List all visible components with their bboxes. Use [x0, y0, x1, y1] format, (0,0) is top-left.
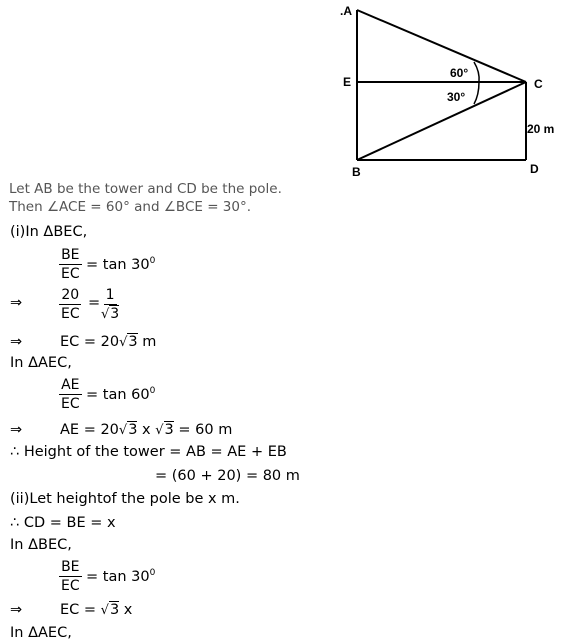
line-bc: [357, 82, 526, 160]
label-e: E: [343, 75, 352, 89]
intro-line-2: Then ∠ACE = 60° and ∠BCE = 30°.: [9, 199, 252, 215]
implies-arrow-2: ⇒: [10, 334, 23, 350]
eq-rhs: = tan 30: [86, 569, 150, 585]
fraction-be-ec-2: [59, 560, 82, 593]
fraction-numerator: BE: [61, 559, 80, 575]
label-a: .A: [340, 4, 353, 18]
angle-label-60: 60°: [450, 66, 469, 80]
eq-exponent: 0: [149, 256, 156, 267]
radicand: 3: [110, 306, 120, 322]
eq-rhs: = tan 30: [86, 257, 150, 273]
fraction-numerator: 1: [105, 287, 115, 303]
eq-tan30-1: [86, 258, 155, 273]
radicand: 3: [128, 334, 138, 350]
fraction-denominator: EC: [61, 266, 80, 282]
eq-lhs: EC = 20: [60, 334, 120, 350]
pole-height-label: 20 m: [527, 122, 555, 136]
radicand: 3: [109, 602, 120, 618]
tower-height-line-1: ∴ Height of the tower = AB = AE + EB: [10, 444, 287, 460]
fraction-20-ec: [59, 288, 82, 321]
eq-tan30-2: [86, 570, 155, 585]
eq-exponent: 0: [149, 386, 156, 397]
fraction-numerator: 20: [61, 287, 80, 303]
eq-rhs: = 60 m: [173, 422, 233, 438]
angle-label-30: 30°: [447, 90, 466, 104]
eq-lhs: AE = 20: [60, 422, 119, 438]
radicand: 3: [128, 422, 138, 438]
eq-ec-root3x: EC = √3 x: [60, 602, 133, 618]
fraction-denominator: EC: [61, 306, 80, 322]
tower-height-line-2: = (60 + 20) = 80 m: [155, 468, 300, 484]
fraction-denominator: EC: [61, 396, 80, 412]
eq-rhs: x: [119, 602, 133, 618]
implies-arrow-1: ⇒: [10, 295, 23, 311]
label-c: C: [534, 77, 543, 91]
part2-heading: (ii)Let heightof the pole be x m.: [10, 491, 240, 507]
eq-exponent: 0: [149, 568, 156, 579]
fraction-numerator: BE: [61, 247, 80, 263]
angle-arc-60: [474, 62, 479, 82]
eq-unit: m: [137, 334, 157, 350]
label-d: D: [530, 162, 539, 176]
eq-ec-20root3: EC = 20√3 m: [60, 334, 157, 350]
angle-arc-30: [474, 82, 479, 104]
fraction-1-root3: [99, 288, 121, 321]
fraction-ae-ec: [59, 378, 82, 411]
eq-lhs: EC =: [60, 602, 101, 618]
eq-rhs: = tan 60: [86, 387, 150, 403]
label-a-text: A: [343, 4, 353, 18]
eq-ae-60: AE = 20√3 x √3 = 60 m: [60, 422, 233, 438]
line-ac: [357, 10, 526, 82]
fraction-numerator: AE: [61, 377, 80, 393]
tower-pole-diagram: [0, 0, 562, 190]
part1-heading-2: In ΔAEC,: [10, 355, 72, 371]
implies-arrow-4: ⇒: [10, 602, 23, 618]
part2-heading-3: In ΔAEC,: [10, 625, 72, 641]
eq-tan60: [86, 388, 155, 403]
eq-times: x: [137, 422, 156, 438]
radicand: 3: [164, 422, 174, 438]
equals-sign: =: [88, 295, 101, 311]
label-b: B: [352, 165, 361, 179]
implies-arrow-3: ⇒: [10, 422, 23, 438]
fraction-denominator: EC: [61, 578, 80, 594]
part2-cd-be-x: ∴ CD = BE = x: [10, 515, 116, 531]
fraction-denominator: √3: [101, 306, 120, 322]
intro-line-1: Let AB be the tower and CD be the pole.: [9, 181, 282, 197]
part1-heading: (i)In ΔBEC,: [10, 224, 88, 240]
fraction-be-ec-1: [59, 248, 82, 281]
part2-heading-2: In ΔBEC,: [10, 537, 72, 553]
